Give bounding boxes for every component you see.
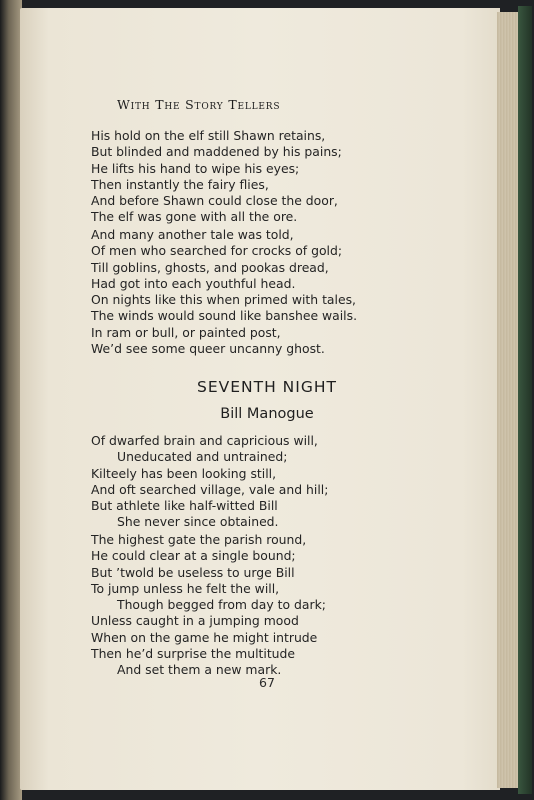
page-number: 67 <box>259 675 275 690</box>
poem-line: His hold on the elf still Shawn retains, <box>91 128 326 143</box>
poem-line: He could clear at a single bound; <box>91 548 296 564</box>
stanza-3 <box>91 433 421 531</box>
stanza-4 <box>91 532 421 679</box>
section-title: SEVENTH NIGHT <box>197 378 337 396</box>
poem-line: But ’twold be useless to urge Bill <box>91 564 295 580</box>
poem-line: Had got into each youthful head. <box>91 275 296 291</box>
running-head: With The Story Tellers <box>117 97 281 112</box>
poem-line: And set them a new mark. <box>117 662 282 678</box>
poem-line: She never since obtained. <box>117 514 279 530</box>
poem-line: Of men who searched for crocks of gold; <box>91 243 343 259</box>
stanza-2 <box>91 227 421 357</box>
poem-line: And many another tale was told, <box>91 227 294 242</box>
poem-line: And oft searched village, vale and hill; <box>91 481 329 497</box>
poem-line: Of dwarfed brain and capricious will, <box>91 433 318 448</box>
poem-line: He lifts his hand to wipe his eyes; <box>91 160 300 176</box>
poem-line: Unless caught in a jumping mood <box>91 613 299 629</box>
poem-line: Then he’d surprise the multitude <box>91 646 296 662</box>
poem-line: When on the game he might intrude <box>91 629 318 645</box>
poem-line: And before Shawn could close the door, <box>91 193 338 209</box>
poem-line: Kilteely has been looking still, <box>91 465 277 481</box>
poem-line: Though begged from day to dark; <box>117 597 326 613</box>
poem-line: The elf was gone with all the ore. <box>91 209 298 225</box>
poem-line: Uneducated and untrained; <box>117 449 288 465</box>
section-subtitle: Bill Manogue <box>220 406 314 422</box>
poem-line: Then instantly the fairy flies, <box>91 176 269 192</box>
poem-line: But athlete like half-witted Bill <box>91 498 278 514</box>
poem-line: We’d see some queer uncanny ghost. <box>91 341 325 357</box>
poem-line: Till goblins, ghosts, and pookas dread, <box>91 259 329 275</box>
stanza-1 <box>91 128 421 226</box>
poem-line: On nights like this when primed with tales, <box>91 292 356 308</box>
poem-line: The winds would sound like banshee wails. <box>91 308 358 324</box>
poem-line: The highest gate the parish round, <box>91 532 307 547</box>
poem-line: In ram or bull, or painted post, <box>91 324 281 340</box>
poem-line: But blinded and maddened by his pains; <box>91 144 342 160</box>
poem-line: To jump unless he felt the will, <box>91 580 280 596</box>
